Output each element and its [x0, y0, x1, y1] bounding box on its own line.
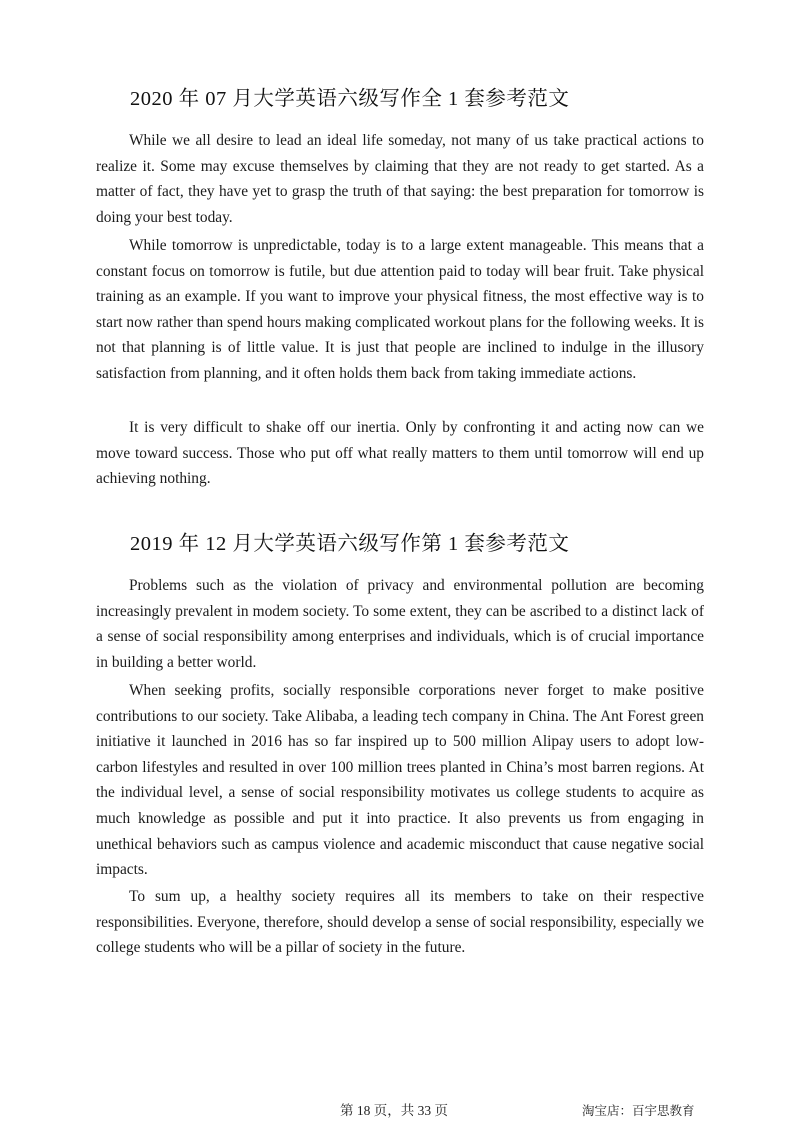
essay-paragraph: While tomorrow is unpredictable, today is to a large extent manageable. This means that a constant focus on tomorrow is futile, but due attention paid to today will bear fruit. Take physical training as an example. If you want to improve your physical fitness, the most effective way is to start now rather than spend hours making complicated workout plans for the following weeks. It is not that planning is of little value. It is just that people are inclined to indulge in the illusory satisfaction from planning, and it often holds them back from taking immediate actions.: [96, 237, 704, 382]
essay-paragraph: When seeking profits, socially responsible corporations never forget to make positive contributions to our society. Take Alibaba, a leading tech company in China. The Ant Forest green initiative it launched in 2016 has so far inspired up to 500 million Alipay users to adopt low-carbon lifestyles and resulted in over 100 million trees planted in China’s most barren regions. At the individual level, a sense of social responsibility motivates us college students to acquire as much knowledge as possible and put it into practice. It also prevents us from engaging in unethical behaviors such as campus violence and academic misconduct that cause negative social impacts.: [96, 682, 704, 879]
essay-paragraph: While we all desire to lead an ideal life someday, not many of us take practical actions to realize it. Some may excuse themselves by claiming that they are not ready to get started. As a matter of fact, they have yet to grasp the truth of that saying: the best preparation for tomorrow is doing your best today.: [96, 132, 704, 226]
section-heading-2020-07: 2020 年 07 月大学英语六级写作全 1 套参考范文: [130, 88, 570, 110]
page-number: 第 18 页，共 33 页: [340, 1103, 448, 1118]
section-heading-2019-12: 2019 年 12 月大学英语六级写作第 1 套参考范文: [130, 533, 570, 555]
shop-watermark: 淘宝店：百宇思教育: [582, 1104, 695, 1118]
essay-paragraph: It is very difficult to shake off our inertia. Only by confronting it and acting now can we move toward success. Those who put off what really matters to them until tomorrow will end up achieving nothing.: [96, 419, 704, 488]
essay-paragraph: To sum up, a healthy society requires all its members to take on their respective responsibilities. Everyone, therefore, should develop a sense of social responsibility, especially we college students who will be a pillar of society in the future.: [96, 888, 704, 957]
essay-paragraph: Problems such as the violation of privacy and environmental pollution are becoming increasingly prevalent in modem society. To some extent, they can be ascribed to a distinct lack of a sense of social responsibility among enterprises and individuals, which is of crucial importance in building a better world.: [96, 577, 704, 671]
